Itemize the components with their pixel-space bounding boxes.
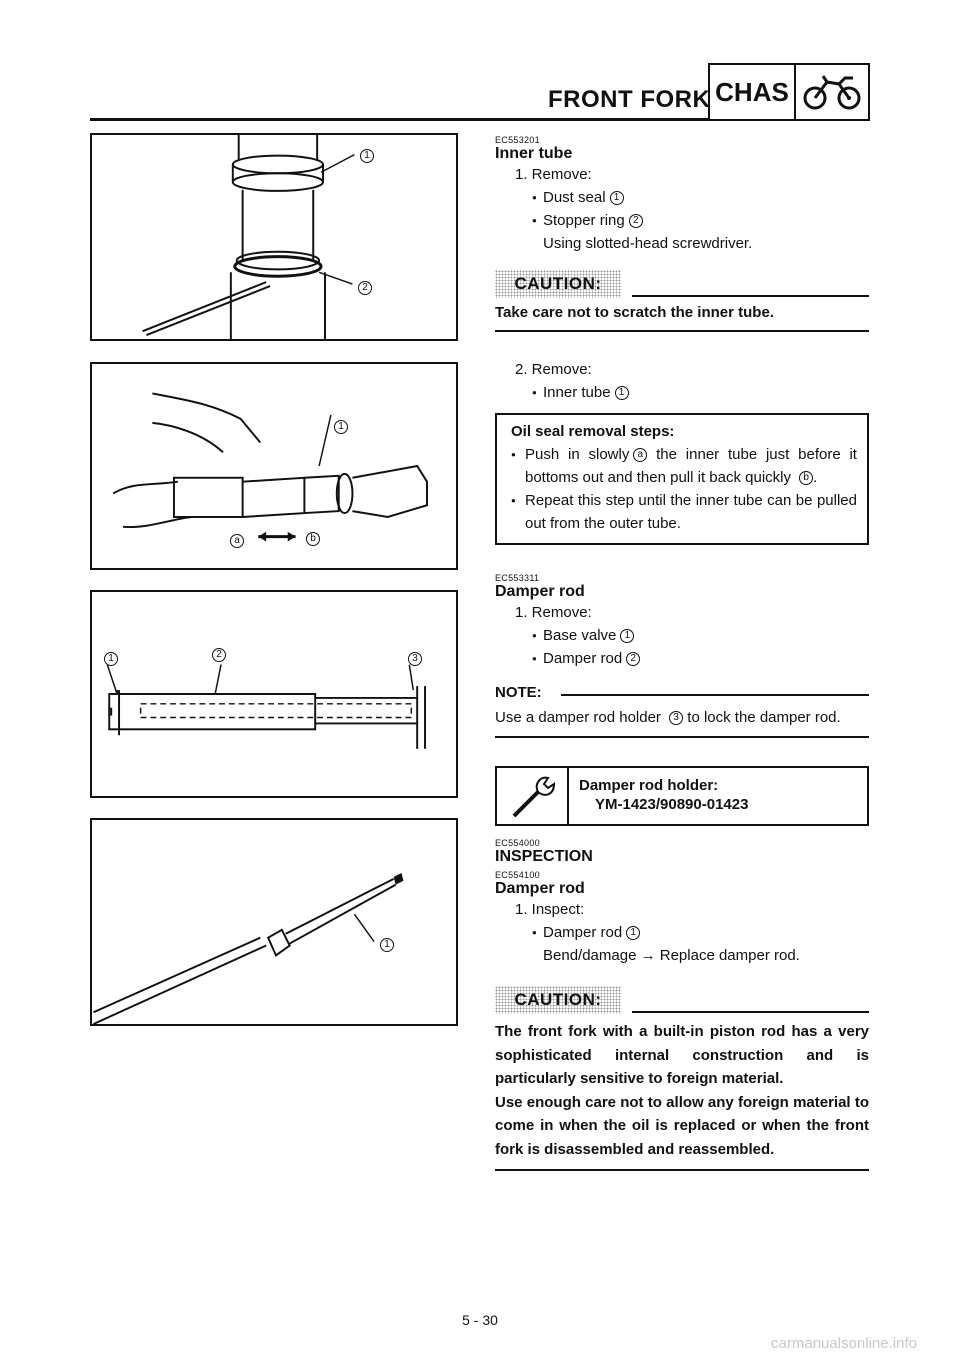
wrench-icon <box>497 768 569 824</box>
item-note: Using slotted-head screwdriver. <box>543 235 753 252</box>
callout-2: 2 <box>358 281 372 295</box>
subsection-code: EC554100 <box>495 870 540 880</box>
section-inspection <box>495 838 869 967</box>
section-heading: Inner tube <box>495 145 573 162</box>
figure-inner-tube-removal <box>90 362 458 570</box>
callout-1: 1 <box>380 938 394 952</box>
figure-dust-seal <box>90 133 458 341</box>
list-item: ● Inner tube 1 <box>495 381 869 404</box>
page-number: 5 - 30 <box>462 1312 498 1328</box>
callout-1: 1 <box>360 149 374 163</box>
list-item: ● Damper rod 1 <box>495 921 869 944</box>
section-damper-rod <box>495 573 869 670</box>
motorcycle-icon <box>796 65 868 119</box>
watermark: carmanualsonline.info <box>728 1328 960 1358</box>
caution-badge: CAUTION: <box>495 270 621 298</box>
caution-inner-tube <box>495 270 869 332</box>
section-inner-tube <box>495 135 869 255</box>
list-item: ● Stopper ring 2 <box>495 209 869 232</box>
callout-3: 3 <box>408 652 422 666</box>
callout-2: 2 <box>212 648 226 662</box>
subsection-heading: Damper rod <box>495 880 585 897</box>
box-title: Oil seal removal steps: <box>511 423 675 440</box>
figure-damper-rod-holder <box>90 590 458 798</box>
tool-number: YM-1423/90890-01423 <box>595 796 749 813</box>
header-rule <box>90 118 710 121</box>
list-item: ● Dust seal 1 <box>495 186 869 209</box>
tool-name: Damper rod holder: <box>579 777 719 794</box>
caution-badge: CAUTION: <box>495 986 621 1014</box>
section-label: CHAS <box>710 65 796 119</box>
figure-damper-rod <box>90 818 458 1026</box>
callout-1: 1 <box>334 420 348 434</box>
callout-b: b <box>306 532 320 546</box>
section-heading: INSPECTION <box>495 848 593 865</box>
section-tab <box>708 63 870 121</box>
list-item: ● Damper rod 2 <box>495 647 869 670</box>
step-1: 1. Remove: <box>515 604 592 621</box>
step-1: 1. Inspect: <box>515 901 585 918</box>
box-bullet-1: ● Push in slowly a the inner tube just before it bottoms out and then pull it back quickly b . <box>511 443 857 489</box>
note-text: Use a damper rod holder 3 to lock the damper rod. <box>495 709 841 726</box>
section-code: EC554000 <box>495 838 540 848</box>
section-code: EC553201 <box>495 135 540 145</box>
item-note: Bend/damage → Replace damper rod. <box>543 947 800 964</box>
page-title: FRONT FORK <box>548 86 711 113</box>
list-item: ● Base valve 1 <box>495 624 869 647</box>
note-label: NOTE: <box>495 684 542 701</box>
section-heading: Damper rod <box>495 583 585 600</box>
caution-text: Use enough care not to allow any foreign material to come in when the oil is replaced or when the front fork is disassembled and reassembled. <box>495 1093 869 1158</box>
step-2: 2. Remove: <box>515 361 592 378</box>
step-2-block <box>495 358 869 404</box>
caution-text: Take care not to scratch the inner tube. <box>495 304 774 321</box>
callout-1: 1 <box>104 652 118 666</box>
oil-seal-box <box>495 413 869 545</box>
caution-text: The front fork with a built-in piston rod has a very sophisticated internal construction and is particularly sensitive to foreign material. <box>495 1023 869 1087</box>
step-1: 1. Remove: <box>515 166 592 183</box>
tool-box <box>495 766 869 826</box>
caution-inspection <box>495 986 869 1171</box>
box-bullet-2: ● Repeat this step until the inner tube can be pulled out from the outer tube. <box>511 489 857 535</box>
section-code: EC553311 <box>495 573 540 583</box>
note-damper-rod <box>495 684 869 738</box>
callout-a: a <box>230 534 244 548</box>
